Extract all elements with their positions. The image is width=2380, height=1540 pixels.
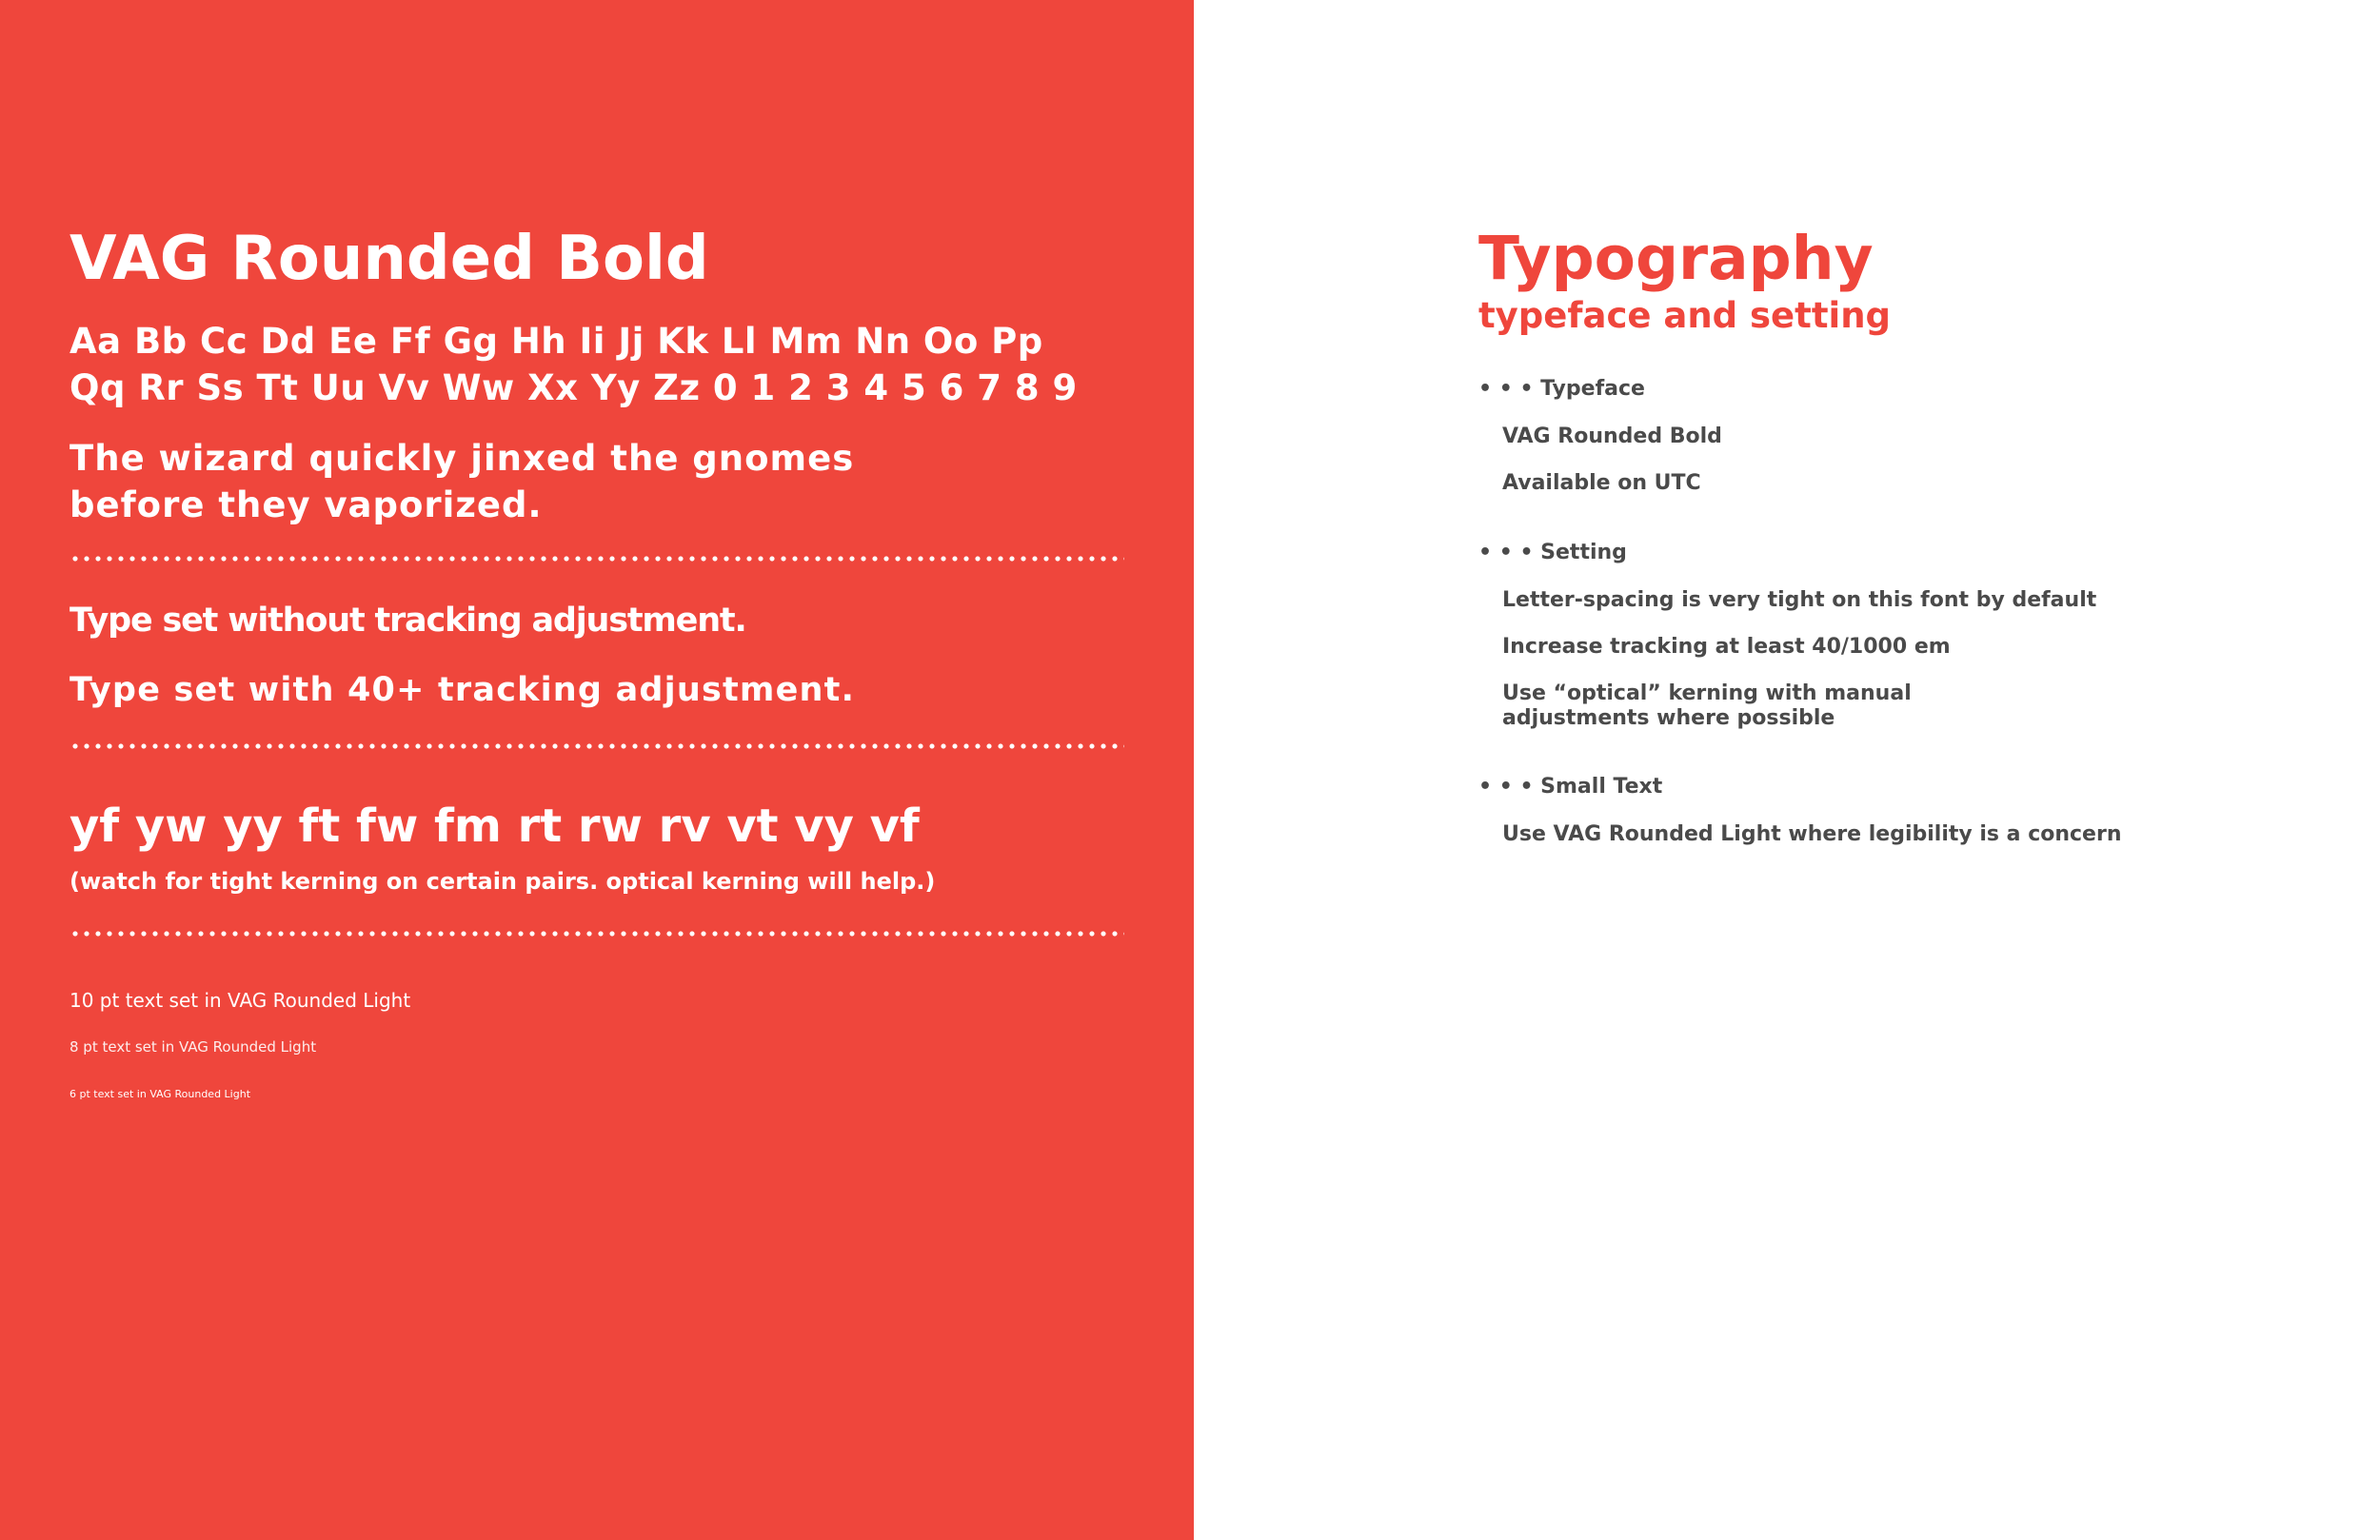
kerning-note: (watch for tight kerning on certain pairs. optical kerning will help.) xyxy=(69,868,936,895)
list-item: Use “optical” kerning with manual adjustments where possible xyxy=(1502,681,1912,730)
tracking-without-sample: Type set without tracking adjustment. xyxy=(69,602,746,640)
list-item: Increase tracking at least 40/1000 em xyxy=(1502,635,1951,659)
pangram-line-2: before they vaporized. xyxy=(69,484,543,525)
list-item: VAG Rounded Bold xyxy=(1502,424,1722,448)
dotted-divider xyxy=(69,556,1124,562)
section-title-small-text: • • • Small Text xyxy=(1478,775,1663,799)
dotted-divider xyxy=(69,931,1124,937)
dotted-divider xyxy=(69,743,1124,749)
list-item: Letter-spacing is very tight on this font by default xyxy=(1502,588,2097,612)
specimen-title: VAG Rounded Bold xyxy=(69,224,709,294)
alphabet-line-2: Qq Rr Ss Tt Uu Vv Ww Xx Yy Zz 0 1 2 3 4 5 6 7 8 9 xyxy=(69,367,1078,408)
pangram-line-1: The wizard quickly jinxed the gnomes xyxy=(69,438,855,479)
section-title-setting: • • • Setting xyxy=(1478,541,1627,564)
alphabet-specimen xyxy=(69,318,1078,411)
page-subtitle: typeface and setting xyxy=(1478,295,1892,336)
sample-8pt: 8 pt text set in VAG Rounded Light xyxy=(69,1038,317,1056)
list-item: Available on UTC xyxy=(1502,471,1701,495)
pangram xyxy=(69,435,854,528)
kerning-pairs: yf yw yy ft fw fm rt rw rv vt vy vf xyxy=(69,800,920,853)
page-title: Typography xyxy=(1478,224,1874,293)
sample-6pt: 6 pt text set in VAG Rounded Light xyxy=(69,1088,251,1100)
section-title-typeface: • • • Typeface xyxy=(1478,377,1645,401)
alphabet-line-1: Aa Bb Cc Dd Ee Ff Gg Hh Ii Jj Kk Ll Mm Nn Oo Pp xyxy=(69,321,1043,362)
tracking-with-sample: Type set with 40+ tracking adjustment. xyxy=(69,671,856,709)
list-item: Use VAG Rounded Light where legibility is a concern xyxy=(1502,822,2122,846)
sample-10pt: 10 pt text set in VAG Rounded Light xyxy=(69,989,411,1012)
